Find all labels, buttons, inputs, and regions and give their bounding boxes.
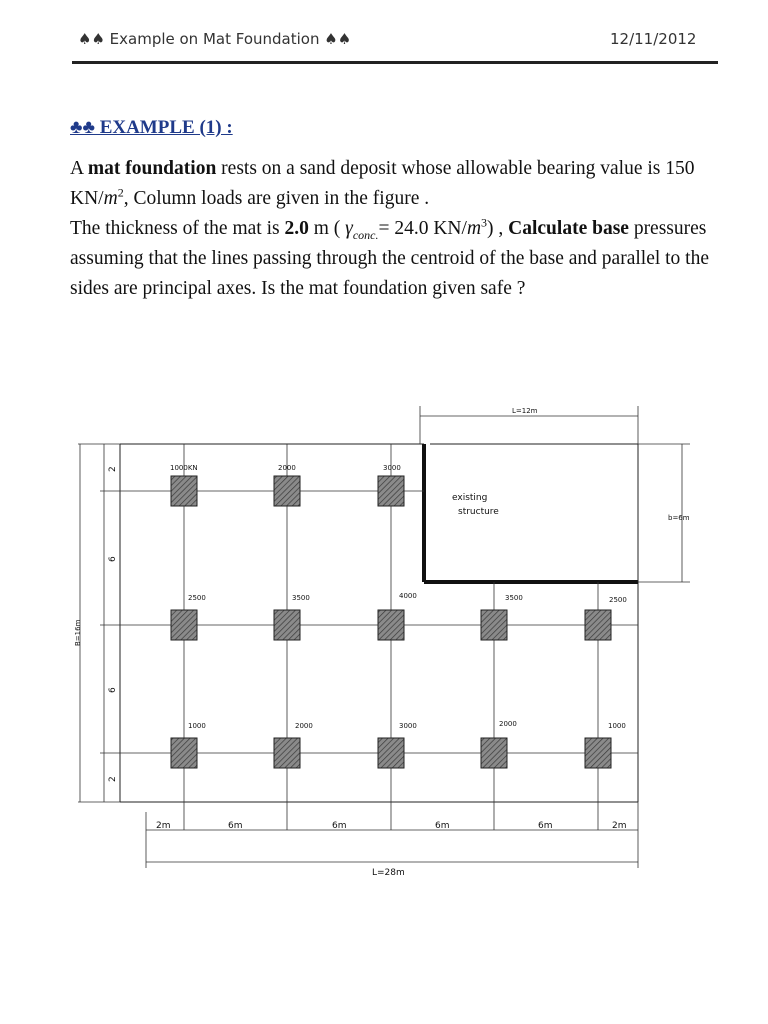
text-superscript: 3 — [481, 215, 488, 230]
text-math: γ — [345, 218, 353, 239]
load-label: 3500 — [292, 594, 310, 602]
dimension-label-left: 6 — [108, 687, 118, 693]
text-segment: The thickness of the mat is — [70, 218, 285, 239]
dimension-label-bottom: 2m — [156, 821, 171, 831]
text-segment: , Column loads are given in the figure . — [123, 188, 430, 209]
text-subscript: conc. — [352, 227, 379, 242]
load-label: 2500 — [609, 596, 627, 604]
existing-label-2: structure — [458, 507, 499, 517]
text-segment: = 24.0 KN/ — [378, 218, 467, 239]
dimension-right — [638, 444, 690, 582]
dimension-label-top: L=12m — [512, 407, 538, 415]
load-label: 3500 — [505, 594, 523, 602]
header-date: 12/11/2012 — [610, 30, 697, 48]
dimension-left — [78, 444, 120, 802]
load-labels-row-1 — [170, 464, 401, 472]
text-superscript: 2 — [117, 185, 124, 200]
dimension-label-left: 6 — [108, 556, 118, 562]
load-labels-row-3 — [188, 720, 626, 730]
load-label: 3000 — [399, 722, 417, 730]
text-segment: rests on a sand deposit whose allowable bearing value is 150 KN/ — [70, 158, 695, 209]
text-segment: A — [70, 158, 88, 179]
existing-structure — [424, 444, 638, 582]
dimension-label-bottom: 6m — [332, 821, 347, 831]
load-label: 1000 — [188, 722, 206, 730]
text-segment: pressures assuming that the lines passing through the centroid of the base and parallel to the sides are principal axes. Is the mat foundation given safe ? — [70, 218, 710, 299]
load-label: 2000 — [278, 464, 296, 472]
load-labels-row-2 — [188, 592, 627, 604]
text-math: m — [103, 188, 118, 209]
load-label: 2500 — [188, 594, 206, 602]
example-heading: ♣♣ EXAMPLE (1) : — [70, 117, 233, 138]
dimension-label-bottom: 2m — [612, 821, 627, 831]
dimension-bottom — [146, 802, 638, 868]
dimension-label-bottom: 6m — [228, 821, 243, 831]
dimension-label-left: 2 — [108, 776, 118, 782]
text-bold: Calculate base — [508, 218, 629, 239]
load-label: 3000 — [383, 464, 401, 472]
load-label: 2000 — [499, 720, 517, 728]
dimension-label-bottom: 6m — [435, 821, 450, 831]
load-label: 4000 — [399, 592, 417, 600]
dimension-label-left: 2 — [108, 466, 118, 472]
text-segment: ) , — [487, 218, 509, 239]
header-title: ♠♠ Example on Mat Foundation ♠♠ — [78, 30, 352, 48]
existing-label-1: existing — [452, 493, 488, 503]
load-label: 1000KN — [170, 464, 198, 472]
dimension-label-right: b=6m — [668, 514, 690, 522]
text-math: m — [466, 218, 482, 239]
load-label: 2000 — [295, 722, 313, 730]
load-label: 1000 — [608, 722, 626, 730]
text-bold: 2.0 — [284, 218, 309, 239]
dimension-label-bottom-total: L=28m — [372, 868, 405, 878]
dimension-label-bottom: 6m — [538, 821, 553, 831]
dimension-label-left-total: B=16m — [74, 619, 82, 646]
text-segment: m ( — [308, 218, 346, 239]
text-bold: mat foundation — [87, 158, 217, 179]
